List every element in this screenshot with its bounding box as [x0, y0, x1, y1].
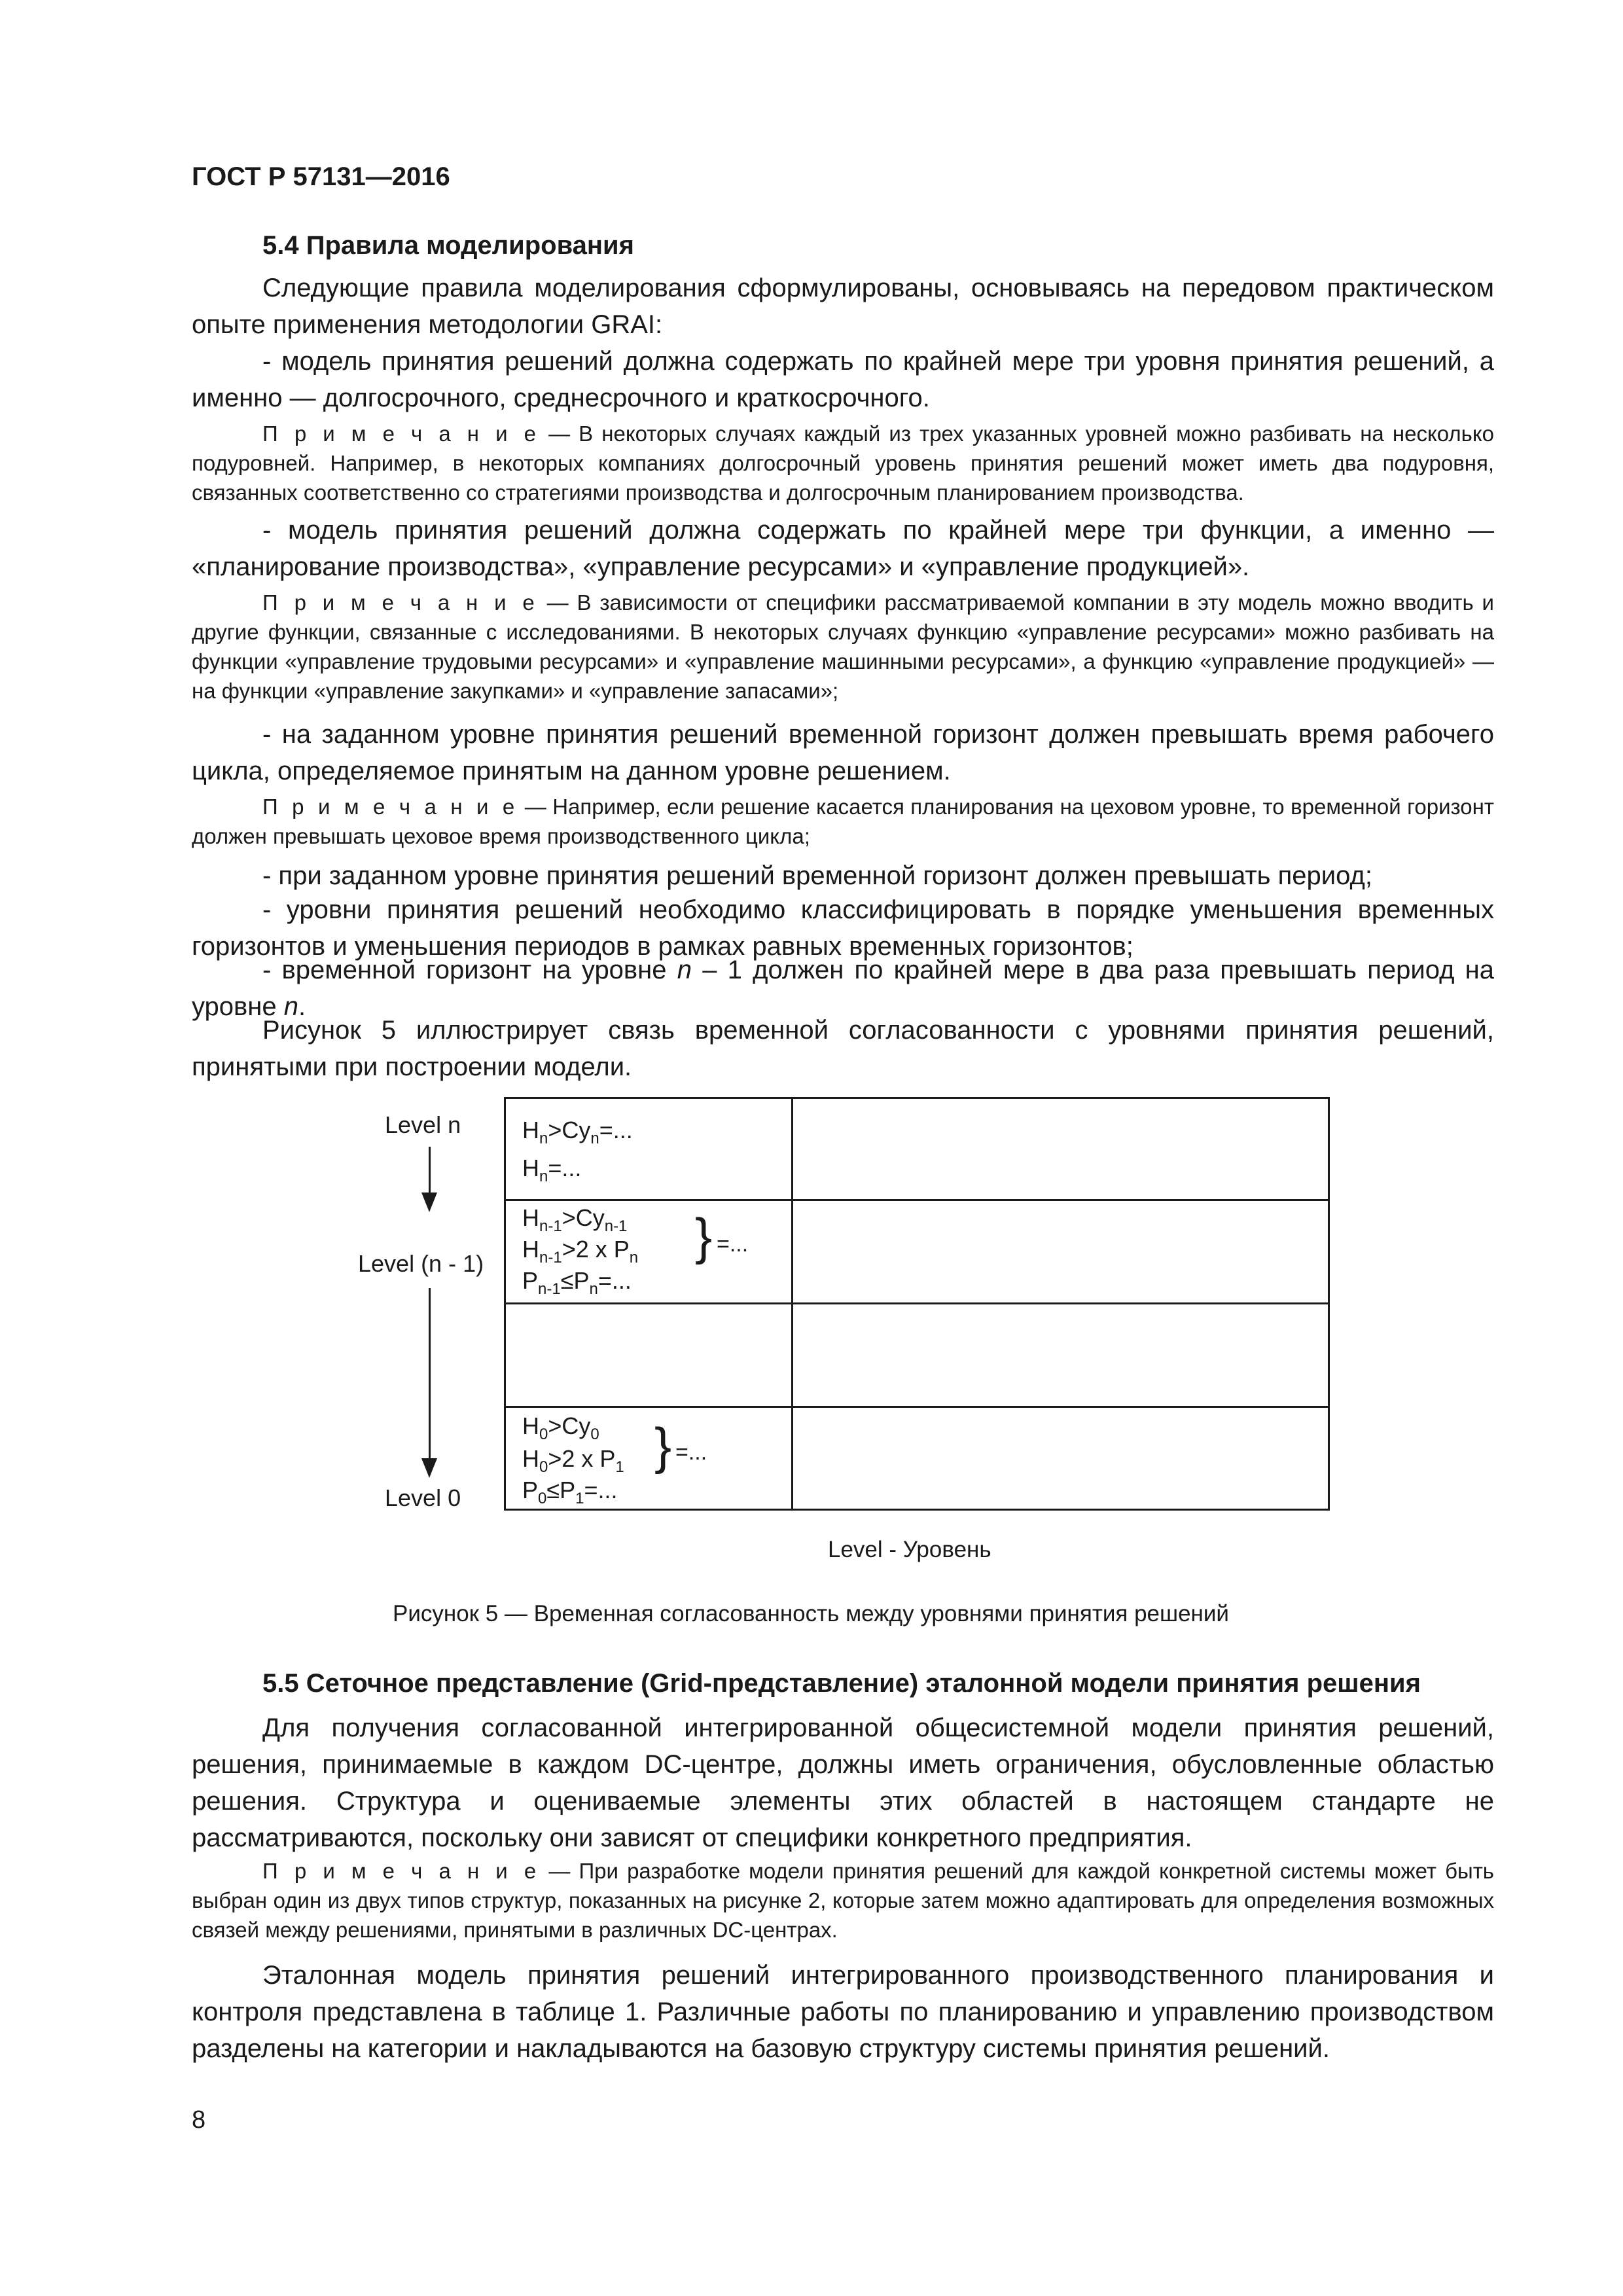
section-5-5-paragraph-1: Для получения согласованной интегрированной общесистемной модели принятия решений, решения, принимаемые в каждом DC-центре, должны иметь ограничения, обусловленные областью решения. Структура и оцениваемые элементы этих областей в настоящем стандарте не рассматриваются, поскольку они зависят от специфики конкретного предприятия. — [192, 1713, 1494, 1852]
rule-6-n: n — [677, 956, 692, 984]
figure-dashed-line — [870, 1406, 1126, 1408]
arrow-shaft-bottom — [429, 1288, 431, 1460]
brace-icon: } — [695, 1208, 713, 1265]
section-5-5-title: 5.5 Сеточное представление (Grid-представление) эталонной модели принятия решения — [262, 1669, 1421, 1698]
document-code: ГОСТ Р 57131—2016 — [192, 162, 450, 191]
note-3-text: — Например, если решение касается планирования на цеховом уровне, то временной горизонт должен превышать цеховое время производственного цикла; — [192, 795, 1494, 848]
row2-formula-2: $H_{n-1}>2$ x $P_n$ — [522, 1236, 639, 1267]
row4-formula-3: $P_0\le P_1=$... — [522, 1477, 618, 1508]
row4-formula-2: $H_0>2$ x $P_1$ — [522, 1445, 624, 1477]
section-5-4-intro: Следующие правила моделирования сформулированы, основываясь на передовом практическом опыте применения методологии GRAI: — [192, 274, 1494, 339]
arrow-down-icon — [421, 1458, 437, 1478]
note-1 — [192, 419, 1494, 507]
label-level-0: Level 0 — [385, 1484, 461, 1511]
row1-formula-2: $H_n=$... — [522, 1155, 582, 1186]
rule-6-part-a: - временной горизонт на уровне — [262, 956, 677, 984]
row2-formula-3: $P_{n-1}\le P_n=$... — [522, 1267, 632, 1299]
section-5-5-paragraph-2: Эталонная модель принятия решений интегрированного производственного планирования и контроля представлена в таблице 1. Различные работы по планированию и управлению производством разделены на категории и накладываются на базовую структуру системы принятия решений. — [192, 1961, 1494, 2063]
rule-6-part-c: . — [298, 992, 306, 1021]
arrow-down-icon — [421, 1193, 437, 1212]
note-3 — [192, 792, 1494, 851]
note-4-text: — При разработке модели принятия решений для каждой конкретной системы может быть выбран один из двух типов структур, показанных на рисунке 2, которые затем можно адаптировать для определения возможных связей между решениями, принятыми в различных DC-центрах. — [192, 1859, 1494, 1942]
row1-formula-1: $H_n>Cy_n=$... — [522, 1117, 633, 1148]
note-3-label: П р и м е ч а н и е — [262, 795, 519, 819]
note-4-label: П р и м е ч а н и е — [262, 1859, 541, 1883]
page-number: 8 — [192, 2106, 206, 2134]
figure-dashed-line — [870, 1302, 1126, 1304]
rule-1: - модель принятия решений должна содержать по крайней мере три уровня принятия решений, а именно — долгосрочного, среднесрочного и краткосрочного. — [192, 347, 1494, 412]
row4-brace-result: =... — [675, 1440, 707, 1465]
label-level-n: Level n — [385, 1111, 461, 1138]
section-5-4-title: 5.4 Правила моделирования — [262, 231, 634, 260]
figure-legend: Level - Уровень — [828, 1537, 991, 1562]
note-2-label: П р и м е ч а н и е — [262, 590, 539, 615]
rule-6-n-2: n — [283, 992, 298, 1021]
arrow-shaft-top — [429, 1147, 431, 1194]
rule-6-part-b: – 1 должен по крайней мере в два раза превышать период на уровне — [192, 956, 1495, 1021]
row2-brace-result: =... — [717, 1232, 749, 1257]
brace-icon: } — [654, 1417, 672, 1475]
figure-caption: Рисунок 5 — Временная согласованность между уровнями принятия решений — [393, 1601, 1229, 1626]
row4-formula-1: $H_0>Cy_0$ — [522, 1412, 599, 1444]
figure-dashed-line — [870, 1199, 1126, 1201]
note-2-text: — В зависимости от специфики рассматриваемой компании в эту модель можно вводить и другие функции, связанные с исследованиями. В некоторых случаях функцию «управление ресурсами» можно разбивать на функции «управление трудовыми ресурсами» и «управление машинными ресурсами», а функцию «управление продукцией» — на функции «управление закупками» и «управление запасами»; — [192, 590, 1494, 703]
note-1-text: — В некоторых случаях каждый из трех указанных уровней можно разбивать на несколько подуровней. Например, в некоторых компаниях долгосрочный уровень принятия решений может иметь два подуровня, связанных соответственно со стратегиями производства и долгосрочным планированием производства. — [192, 422, 1494, 505]
rule-3: - на заданном уровне принятия решений временной горизонт должен превышать время рабочего цикла, определяемое принятым на данном уровне решением. — [192, 720, 1494, 785]
label-level-n-minus-1: Level (n - 1) — [358, 1250, 484, 1277]
note-4 — [192, 1856, 1494, 1945]
figure-reference-paragraph: Рисунок 5 иллюстрирует связь временной согласованности с уровнями принятия решений, принятыми при построении модели. — [192, 1016, 1494, 1081]
rule-2: - модель принятия решений должна содержать по крайней мере три функции, а именно — «планирование производства», «управление ресурсами» и «управление продукцией». — [192, 516, 1494, 581]
rule-4: - при заданном уровне принятия решений временной горизонт должен превышать период; — [262, 861, 1372, 890]
note-1-label: П р и м е ч а н и е — [262, 422, 540, 446]
note-2 — [192, 588, 1494, 706]
row2-formula-1: $H_{n-1}>Cy_{n-1}$ — [522, 1204, 628, 1236]
rule-5: - уровни принятия решений необходимо классифицировать в порядке уменьшения временных горизонтов и уменьшения периодов в рамках равных временных горизонтов; — [192, 895, 1494, 961]
